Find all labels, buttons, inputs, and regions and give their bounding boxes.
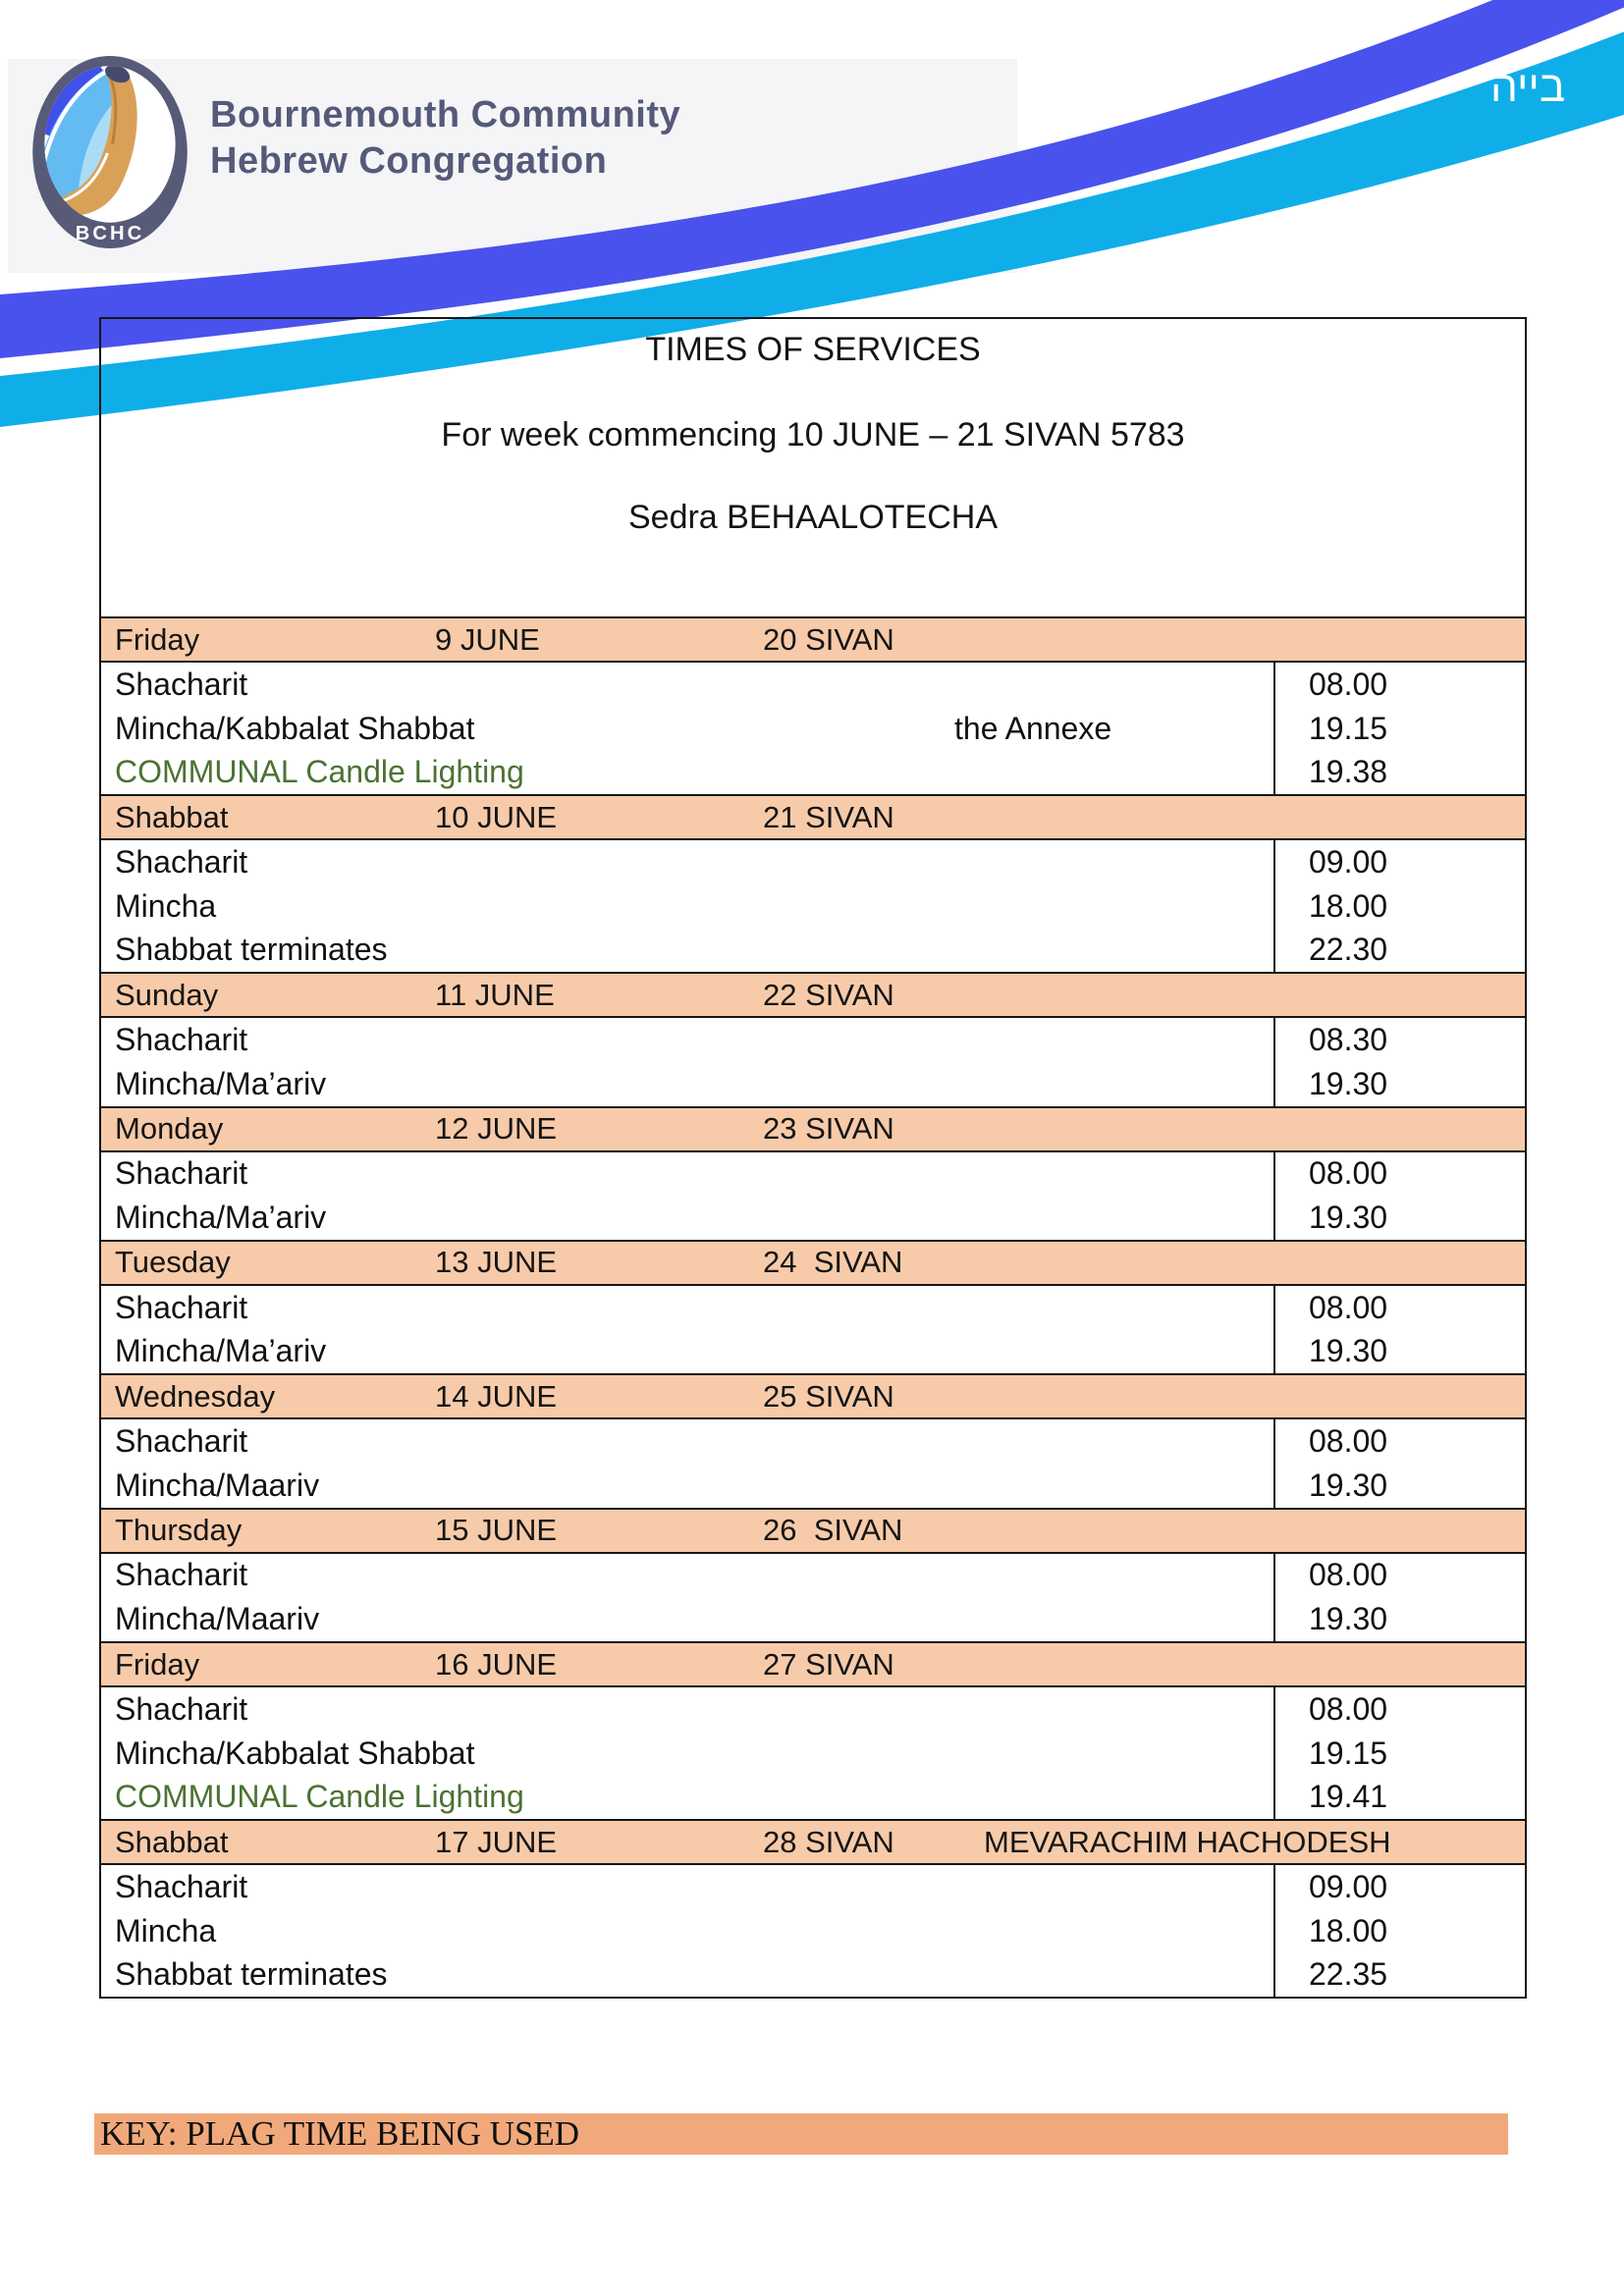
service-name: Mincha: [115, 1912, 217, 1949]
hebrew-date: 24 SIVAN: [763, 1245, 903, 1280]
services-row: [100, 1285, 1526, 1374]
hebrew-date: 26 SIVAN: [763, 1513, 903, 1548]
service-name: Shacharit: [115, 1868, 248, 1904]
service-time: 19.15: [1309, 1735, 1388, 1771]
service-name: Mincha/Kabbalat Shabbat the Annexe: [115, 710, 1112, 746]
logo-acronym: BCHC: [75, 222, 145, 244]
service-time: 22.30: [1309, 932, 1388, 968]
day-name: Tuesday: [115, 1245, 231, 1280]
brand-name-line2: Hebrew Congregation: [210, 140, 608, 182]
service-name: Mincha: [115, 887, 217, 924]
service-location: the Annexe: [954, 710, 1112, 746]
services-table-body: [100, 318, 1526, 1998]
service-name: Mincha/Maariv: [115, 1467, 320, 1503]
service-name: Shabbat terminates: [115, 932, 388, 968]
day-name: Wednesday: [115, 1378, 276, 1414]
service-name: Shacharit: [115, 1289, 248, 1325]
day-name: Sunday: [115, 977, 219, 1012]
service-time: 19.38: [1309, 754, 1388, 790]
services-table: [99, 317, 1527, 1999]
secular-date: 13 JUNE: [435, 1245, 558, 1280]
hebrew-date: 22 SIVAN: [763, 977, 894, 1012]
day-header-row: [100, 795, 1526, 839]
service-name: Shacharit: [115, 843, 248, 880]
brand-name: [210, 92, 680, 185]
service-name: Mincha/Ma’ariv: [115, 1065, 327, 1101]
day-name: Thursday: [115, 1513, 243, 1548]
page-title: TIMES OF SERVICES: [645, 331, 981, 368]
service-name: Shabbat terminates: [115, 1956, 388, 1993]
services-row: [100, 1686, 1526, 1820]
day-header-row: [100, 617, 1526, 662]
brand-name-line1: Bournemouth Community: [210, 94, 681, 135]
service-time: 19.30: [1309, 1065, 1388, 1101]
services-row: [100, 1017, 1526, 1106]
services-row: [100, 662, 1526, 795]
secular-date: 9 JUNE: [435, 621, 540, 657]
service-name: Shacharit: [115, 1690, 248, 1727]
service-name: Mincha/Ma’ariv: [115, 1333, 327, 1369]
day-note: MEVARACHIM HACHODESH: [984, 1824, 1391, 1859]
hebrew-date: 27 SIVAN: [763, 1646, 894, 1682]
service-time: 09.00: [1309, 843, 1388, 880]
service-time: 18.00: [1309, 1912, 1388, 1949]
service-name: Mincha/Kabbalat Shabbat: [115, 1735, 475, 1771]
sedra-line: Sedra BEHAALOTECHA: [627, 499, 999, 536]
secular-date: 12 JUNE: [435, 1111, 558, 1146]
service-time: 19.41: [1309, 1779, 1388, 1815]
service-name: Shacharit: [115, 1155, 248, 1192]
service-time: 08.00: [1309, 1289, 1388, 1325]
table-title-row: [100, 318, 1526, 617]
service-time: 08.30: [1309, 1021, 1388, 1057]
hebrew-date: 20 SIVAN: [763, 621, 894, 657]
day-name: Shabbat: [115, 799, 229, 834]
day-header-row: [100, 1820, 1526, 1864]
day-name: Friday: [115, 621, 200, 657]
service-name: Mincha/Ma’ariv: [115, 1200, 327, 1236]
service-time: 08.00: [1309, 1557, 1388, 1593]
service-time: 19.30: [1309, 1467, 1388, 1503]
secular-date: 11 JUNE: [435, 977, 555, 1012]
services-row: [100, 1864, 1526, 1998]
service-time: 08.00: [1309, 1690, 1388, 1727]
service-time: 08.00: [1309, 1155, 1388, 1192]
services-row: [100, 1151, 1526, 1241]
service-time: 19.30: [1309, 1200, 1388, 1236]
hebrew-blessing-mark: בייה: [1490, 63, 1566, 111]
service-time: 08.00: [1309, 666, 1388, 702]
hebrew-date: 28 SIVAN: [763, 1824, 894, 1859]
service-time: 18.00: [1309, 887, 1388, 924]
service-name: Shacharit: [115, 1557, 248, 1593]
service-time: 19.30: [1309, 1601, 1388, 1637]
day-header-row: [100, 1509, 1526, 1553]
day-header-row: [100, 973, 1526, 1017]
service-name: COMMUNAL Candle Lighting: [115, 1779, 524, 1815]
day-name: Shabbat: [115, 1824, 229, 1859]
secular-date: 16 JUNE: [435, 1646, 558, 1682]
day-header-row: [100, 1374, 1526, 1418]
service-time: 08.00: [1309, 1423, 1388, 1460]
service-name: Mincha/Maariv: [115, 1601, 320, 1637]
secular-date: 10 JUNE: [435, 799, 558, 834]
hebrew-date: 25 SIVAN: [763, 1378, 894, 1414]
day-header-row: [100, 1107, 1526, 1151]
day-header-row: [100, 1642, 1526, 1686]
services-row: [100, 1418, 1526, 1508]
key-bar: [94, 2113, 1508, 2155]
week-commencing-line: For week commencing 10 JUNE – 21 SIVAN 5783: [441, 416, 1185, 454]
service-name: Shacharit: [115, 1423, 248, 1460]
service-name: Shacharit: [115, 666, 248, 702]
services-row: [100, 1553, 1526, 1642]
day-name: Monday: [115, 1111, 224, 1146]
congregation-logo: [27, 53, 192, 251]
service-time: 19.30: [1309, 1333, 1388, 1369]
service-name: COMMUNAL Candle Lighting: [115, 754, 524, 790]
key-text: KEY: PLAG TIME BEING USED: [100, 2114, 580, 2153]
services-row: [100, 839, 1526, 973]
hebrew-date: 21 SIVAN: [763, 799, 894, 834]
service-time: 19.15: [1309, 710, 1388, 746]
day-header-row: [100, 1241, 1526, 1285]
secular-date: 17 JUNE: [435, 1824, 558, 1859]
service-name: Shacharit: [115, 1021, 248, 1057]
hebrew-date: 23 SIVAN: [763, 1111, 894, 1146]
service-time: 09.00: [1309, 1868, 1388, 1904]
day-name: Friday: [115, 1646, 200, 1682]
secular-date: 15 JUNE: [435, 1513, 558, 1548]
service-time: 22.35: [1309, 1956, 1388, 1993]
secular-date: 14 JUNE: [435, 1378, 558, 1414]
